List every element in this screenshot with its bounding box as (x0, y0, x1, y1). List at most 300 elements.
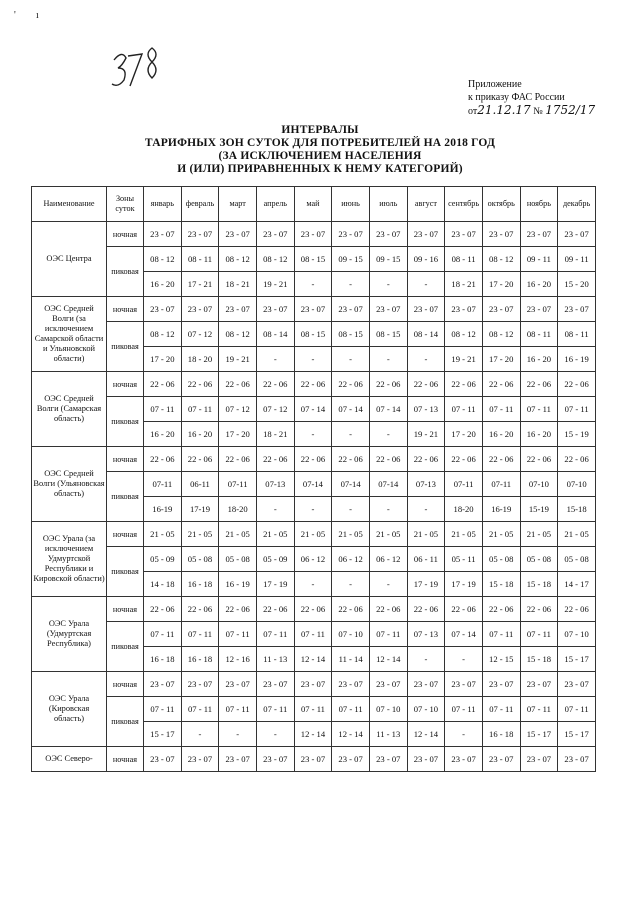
interval-cell: 22 - 06 (144, 447, 182, 472)
interval-cell: - (407, 272, 445, 297)
interval-cell: 22 - 06 (256, 447, 294, 472)
appendix-note (468, 78, 595, 118)
appendix-date-line (468, 104, 595, 118)
interval-cell: 08 - 15 (369, 322, 407, 347)
interval-cell: 22 - 06 (219, 372, 257, 397)
interval-cell: 23 - 07 (332, 747, 370, 772)
interval-cell: 23 - 07 (407, 747, 445, 772)
interval-cell: - (369, 497, 407, 522)
interval-cell: 07 - 11 (482, 397, 520, 422)
interval-cell: 22 - 06 (144, 597, 182, 622)
interval-cell: 22 - 06 (332, 372, 370, 397)
table-row (32, 297, 596, 322)
interval-cell: 23 - 07 (219, 297, 257, 322)
interval-cell: 08 - 12 (144, 247, 182, 272)
interval-cell: 11 - 14 (332, 647, 370, 672)
interval-cell: 22 - 06 (294, 597, 332, 622)
interval-cell: 07 - 11 (445, 397, 483, 422)
interval-cell: 21 - 05 (445, 522, 483, 547)
region-name: ОЭС Средней Волги (Самарская область) (32, 372, 107, 447)
column-header: декабрь (558, 187, 596, 222)
interval-cell: 07 - 11 (219, 697, 257, 722)
interval-cell: 07-10 (558, 472, 596, 497)
interval-cell: 23 - 07 (520, 747, 558, 772)
interval-cell: 23 - 07 (482, 672, 520, 697)
interval-cell: 22 - 06 (219, 597, 257, 622)
interval-cell: 22 - 06 (294, 372, 332, 397)
interval-cell: 08 - 15 (332, 322, 370, 347)
column-header: октябрь (482, 187, 520, 222)
interval-cell: 17 - 19 (256, 572, 294, 597)
appendix-line1: Приложение (468, 79, 522, 90)
interval-cell: 07 - 11 (332, 697, 370, 722)
interval-cell: 08 - 15 (294, 247, 332, 272)
interval-cell: 22 - 06 (219, 447, 257, 472)
zone-name: пиковая (107, 547, 144, 597)
interval-cell: 07 - 11 (369, 622, 407, 647)
interval-cell: 07 - 11 (520, 622, 558, 647)
interval-cell: 05 - 09 (256, 547, 294, 572)
interval-cell: 07 - 11 (558, 397, 596, 422)
interval-cell: 07 - 10 (332, 622, 370, 647)
interval-cell: 22 - 06 (520, 372, 558, 397)
interval-cell: 15 - 17 (558, 722, 596, 747)
table-row (32, 672, 596, 697)
interval-cell: 23 - 07 (256, 747, 294, 772)
table-row (32, 447, 596, 472)
interval-cell: 07-11 (445, 472, 483, 497)
region-name: ОЭС Урала (Удмуртская Республика) (32, 597, 107, 672)
interval-cell: 23 - 07 (332, 297, 370, 322)
interval-cell: 23 - 07 (445, 672, 483, 697)
date-prefix: от (468, 106, 478, 117)
scan-dot: ı (36, 10, 39, 21)
interval-cell: 23 - 07 (181, 672, 219, 697)
table-row (32, 222, 596, 247)
region-name: ОЭС Урала (за исключением Удмуртской Республики и Кировской области) (32, 522, 107, 597)
interval-cell: 15 - 17 (558, 647, 596, 672)
interval-cell: 15 - 18 (520, 572, 558, 597)
interval-cell: 07 - 11 (181, 697, 219, 722)
interval-cell: 07 - 11 (482, 622, 520, 647)
interval-cell: 16-19 (144, 497, 182, 522)
interval-cell: 22 - 06 (558, 372, 596, 397)
interval-cell: 07-13 (256, 472, 294, 497)
interval-cell: 12 - 14 (407, 722, 445, 747)
interval-cell: 06-11 (181, 472, 219, 497)
interval-cell: - (256, 497, 294, 522)
interval-cell: 07 - 13 (407, 622, 445, 647)
interval-cell: 07 - 10 (407, 697, 445, 722)
interval-cell: - (294, 497, 332, 522)
interval-cell: 21 - 05 (144, 522, 182, 547)
interval-cell: 07 - 12 (219, 397, 257, 422)
interval-cell: 21 - 05 (482, 522, 520, 547)
interval-cell: 07-13 (407, 472, 445, 497)
interval-cell: 16 - 20 (144, 272, 182, 297)
interval-cell: 23 - 07 (332, 222, 370, 247)
interval-cell: 21 - 05 (181, 522, 219, 547)
table-row (32, 372, 596, 397)
interval-cell: 09 - 15 (332, 247, 370, 272)
interval-cell: 22 - 06 (482, 447, 520, 472)
interval-cell: 21 - 05 (369, 522, 407, 547)
column-header: ноябрь (520, 187, 558, 222)
interval-cell: 15 - 19 (558, 422, 596, 447)
interval-cell: 05 - 08 (181, 547, 219, 572)
column-header: сентябрь (445, 187, 483, 222)
interval-cell: 23 - 07 (520, 672, 558, 697)
table-row (32, 472, 596, 497)
interval-cell: 06 - 12 (369, 547, 407, 572)
interval-cell: - (445, 722, 483, 747)
interval-cell: 23 - 07 (256, 672, 294, 697)
interval-cell: 17 - 20 (219, 422, 257, 447)
title-line4: И (ИЛИ) ПРИРАВНЕННЫХ К НЕМУ КАТЕГОРИЙ) (177, 163, 463, 175)
interval-cell: 05 - 08 (520, 547, 558, 572)
interval-cell: - (294, 272, 332, 297)
interval-cell: 22 - 06 (407, 372, 445, 397)
interval-cell: 05 - 11 (445, 547, 483, 572)
document-title (0, 124, 640, 176)
interval-cell: 08 - 12 (144, 322, 182, 347)
handwritten-page-number (108, 38, 168, 98)
interval-cell: 07 - 11 (520, 697, 558, 722)
interval-cell: 23 - 07 (219, 747, 257, 772)
interval-cell: - (407, 647, 445, 672)
interval-cell: 18 - 20 (181, 347, 219, 372)
interval-cell: - (256, 347, 294, 372)
interval-cell: - (294, 572, 332, 597)
interval-cell: 12 - 14 (369, 647, 407, 672)
interval-cell: 15 - 18 (482, 572, 520, 597)
interval-cell: 07 - 11 (181, 397, 219, 422)
interval-cell: 11 - 13 (369, 722, 407, 747)
column-header: Наименование (32, 187, 107, 222)
interval-cell: 14 - 18 (144, 572, 182, 597)
interval-cell: 23 - 07 (407, 222, 445, 247)
interval-cell: 23 - 07 (369, 222, 407, 247)
interval-cell: 09 - 15 (369, 247, 407, 272)
interval-cell: 17 - 19 (407, 572, 445, 597)
interval-cell: 23 - 07 (144, 672, 182, 697)
interval-cell: 21 - 05 (294, 522, 332, 547)
column-header: апрель (256, 187, 294, 222)
interval-cell: 23 - 07 (256, 222, 294, 247)
interval-cell: 22 - 06 (482, 372, 520, 397)
interval-cell: 16 - 18 (144, 647, 182, 672)
zone-name: пиковая (107, 622, 144, 672)
region-name: ОЭС Урала (Кировская область) (32, 672, 107, 747)
interval-cell: - (181, 722, 219, 747)
interval-cell: 22 - 06 (369, 447, 407, 472)
interval-cell: 19 - 21 (256, 272, 294, 297)
interval-cell: 08 - 15 (294, 322, 332, 347)
interval-cell: 23 - 07 (332, 672, 370, 697)
interval-cell: 06 - 12 (332, 547, 370, 572)
interval-cell: 22 - 06 (332, 597, 370, 622)
interval-cell: 22 - 06 (181, 372, 219, 397)
interval-cell: 22 - 06 (181, 597, 219, 622)
interval-cell: 05 - 08 (482, 547, 520, 572)
interval-cell: 23 - 07 (219, 672, 257, 697)
interval-cell: 08 - 11 (558, 322, 596, 347)
table-row (32, 397, 596, 422)
interval-cell: 21 - 05 (558, 522, 596, 547)
interval-cell: 23 - 07 (558, 747, 596, 772)
interval-cell: 23 - 07 (144, 297, 182, 322)
handwritten-order-number: 1752/17 (545, 103, 596, 117)
interval-cell: 15-19 (520, 497, 558, 522)
scan-mark: ' (14, 10, 16, 21)
interval-cell: - (369, 347, 407, 372)
title-line1: ИНТЕРВАЛЫ (281, 124, 359, 136)
interval-cell: 07 - 11 (144, 622, 182, 647)
interval-cell: 16 - 20 (181, 422, 219, 447)
interval-cell: 23 - 07 (181, 297, 219, 322)
interval-cell: 22 - 06 (294, 447, 332, 472)
interval-cell: 07-11 (219, 472, 257, 497)
interval-cell: 08 - 11 (520, 322, 558, 347)
interval-cell: 12 - 16 (219, 647, 257, 672)
interval-cell: 07-14 (332, 472, 370, 497)
interval-cell: 15 - 18 (520, 647, 558, 672)
interval-cell: 23 - 07 (369, 747, 407, 772)
interval-cell: 16 - 20 (520, 347, 558, 372)
interval-cell: 07 - 10 (369, 697, 407, 722)
interval-cell: 15 - 17 (520, 722, 558, 747)
interval-cell: 07 - 11 (294, 697, 332, 722)
interval-cell: 23 - 07 (407, 672, 445, 697)
interval-cell: 16-19 (482, 497, 520, 522)
interval-cell: 21 - 05 (332, 522, 370, 547)
interval-cell: 07 - 14 (445, 622, 483, 647)
interval-cell: 16 - 20 (520, 422, 558, 447)
interval-cell: 07 - 12 (181, 322, 219, 347)
column-header: июль (369, 187, 407, 222)
interval-cell: - (332, 572, 370, 597)
zone-name: ночная (107, 222, 144, 247)
zone-name: ночная (107, 447, 144, 472)
interval-cell: 06 - 12 (294, 547, 332, 572)
interval-cell: 21 - 05 (256, 522, 294, 547)
title-line2: ТАРИФНЫХ ЗОН СУТОК ДЛЯ ПОТРЕБИТЕЛЕЙ НА 2018 ГОД (144, 137, 496, 149)
interval-cell: 22 - 06 (407, 597, 445, 622)
interval-cell: 15 - 17 (144, 722, 182, 747)
interval-cell: 07 - 11 (482, 697, 520, 722)
interval-cell: 07 - 11 (256, 697, 294, 722)
interval-cell: 23 - 07 (181, 747, 219, 772)
tariff-intervals-table (31, 186, 596, 772)
interval-cell: 05 - 08 (219, 547, 257, 572)
interval-cell: - (256, 722, 294, 747)
interval-cell: 23 - 07 (219, 222, 257, 247)
table-row (32, 622, 596, 647)
interval-cell: 22 - 06 (181, 447, 219, 472)
interval-cell: 22 - 06 (144, 372, 182, 397)
interval-cell: 12 - 14 (332, 722, 370, 747)
interval-cell: - (332, 347, 370, 372)
interval-cell: 07-11 (144, 472, 182, 497)
interval-cell: 16 - 18 (181, 647, 219, 672)
interval-cell: - (445, 647, 483, 672)
interval-cell: - (294, 347, 332, 372)
interval-cell: 07 - 11 (181, 622, 219, 647)
interval-cell: 12 - 15 (482, 647, 520, 672)
interval-cell: - (332, 272, 370, 297)
interval-cell: 15 - 20 (558, 272, 596, 297)
interval-cell: 07-14 (294, 472, 332, 497)
interval-cell: 08 - 14 (407, 322, 445, 347)
zone-name: пиковая (107, 472, 144, 522)
interval-cell: 17 - 19 (445, 572, 483, 597)
interval-cell: 08 - 12 (219, 247, 257, 272)
zone-name: пиковая (107, 697, 144, 747)
interval-cell: 09 - 16 (407, 247, 445, 272)
interval-cell: 23 - 07 (558, 672, 596, 697)
interval-cell: 23 - 07 (445, 222, 483, 247)
table-row (32, 597, 596, 622)
interval-cell: 23 - 07 (482, 747, 520, 772)
interval-cell: 23 - 07 (520, 222, 558, 247)
zone-name: ночная (107, 372, 144, 397)
zone-name: ночная (107, 672, 144, 697)
interval-cell: - (407, 347, 445, 372)
zone-name: пиковая (107, 322, 144, 372)
interval-cell: - (332, 422, 370, 447)
appendix-line2: к приказу ФАС России (468, 92, 565, 103)
interval-cell: 06 - 11 (407, 547, 445, 572)
interval-cell: 07 - 11 (445, 697, 483, 722)
interval-cell: 23 - 07 (558, 297, 596, 322)
interval-cell: 18-20 (445, 497, 483, 522)
interval-cell: 12 - 14 (294, 647, 332, 672)
interval-cell: 07 - 11 (520, 397, 558, 422)
interval-cell: 23 - 07 (520, 297, 558, 322)
region-name: ОЭС Центра (32, 222, 107, 297)
table-header-row (32, 187, 596, 222)
interval-cell: 17 - 20 (482, 272, 520, 297)
table-row (32, 547, 596, 572)
title-line3: (ЗА ИСКЛЮЧЕНИЕМ НАСЕЛЕНИЯ (218, 150, 422, 162)
interval-cell: 17 - 20 (445, 422, 483, 447)
interval-cell: 17-19 (181, 497, 219, 522)
interval-cell: 07 - 10 (558, 622, 596, 647)
column-header: март (219, 187, 257, 222)
interval-cell: 16 - 20 (144, 422, 182, 447)
interval-cell: 07 - 14 (369, 397, 407, 422)
zone-name: ночная (107, 747, 144, 772)
interval-cell: 16 - 20 (520, 272, 558, 297)
zone-name: пиковая (107, 247, 144, 297)
interval-cell: 08 - 14 (256, 322, 294, 347)
number-prefix: № (533, 106, 543, 117)
interval-cell: 23 - 07 (369, 297, 407, 322)
column-header: февраль (181, 187, 219, 222)
interval-cell: 23 - 07 (294, 672, 332, 697)
interval-cell: 23 - 07 (294, 222, 332, 247)
interval-cell: 22 - 06 (558, 597, 596, 622)
table-row (32, 747, 596, 772)
interval-cell: 07 - 11 (144, 397, 182, 422)
interval-cell: 23 - 07 (256, 297, 294, 322)
interval-cell: 22 - 06 (445, 597, 483, 622)
interval-cell: 23 - 07 (294, 297, 332, 322)
interval-cell: 07-11 (482, 472, 520, 497)
interval-cell: 07-14 (369, 472, 407, 497)
interval-cell: 14 - 17 (558, 572, 596, 597)
interval-cell: 07 - 13 (407, 397, 445, 422)
interval-cell: - (219, 722, 257, 747)
zone-name: ночная (107, 597, 144, 622)
interval-cell: 09 - 11 (520, 247, 558, 272)
interval-cell: 07 - 14 (332, 397, 370, 422)
interval-cell: 08 - 12 (256, 247, 294, 272)
interval-cell: 22 - 06 (558, 447, 596, 472)
interval-cell: 16 - 18 (181, 572, 219, 597)
table-row (32, 697, 596, 722)
column-header: июнь (332, 187, 370, 222)
interval-cell: 09 - 11 (558, 247, 596, 272)
interval-cell: 19 - 21 (219, 347, 257, 372)
region-name: ОЭС Северо- (32, 747, 107, 772)
interval-cell: 07 - 11 (219, 622, 257, 647)
interval-cell: 22 - 06 (520, 447, 558, 472)
interval-cell: 07 - 11 (144, 697, 182, 722)
interval-cell: 16 - 18 (482, 722, 520, 747)
interval-cell: - (369, 572, 407, 597)
interval-cell: 08 - 12 (482, 322, 520, 347)
interval-cell: 08 - 11 (445, 247, 483, 272)
interval-cell: 07-10 (520, 472, 558, 497)
interval-cell: 17 - 20 (144, 347, 182, 372)
interval-cell: 23 - 07 (482, 222, 520, 247)
column-header: май (294, 187, 332, 222)
interval-cell: 16 - 19 (558, 347, 596, 372)
interval-cell: 22 - 06 (369, 372, 407, 397)
interval-cell: 22 - 06 (407, 447, 445, 472)
interval-cell: 23 - 07 (369, 672, 407, 697)
interval-cell: 21 - 05 (520, 522, 558, 547)
interval-cell: 07 - 14 (294, 397, 332, 422)
interval-cell: 23 - 07 (181, 222, 219, 247)
interval-cell: 22 - 06 (332, 447, 370, 472)
zone-name: пиковая (107, 397, 144, 447)
table-row (32, 247, 596, 272)
interval-cell: 08 - 12 (219, 322, 257, 347)
interval-cell: 19 - 21 (445, 347, 483, 372)
interval-cell: 17 - 20 (482, 347, 520, 372)
interval-cell: 23 - 07 (407, 297, 445, 322)
interval-cell: 22 - 06 (369, 597, 407, 622)
interval-cell: 22 - 06 (482, 597, 520, 622)
interval-cell: 07 - 11 (558, 697, 596, 722)
interval-cell: 08 - 12 (445, 322, 483, 347)
interval-cell: 18-20 (219, 497, 257, 522)
interval-cell: 07 - 12 (256, 397, 294, 422)
interval-cell: 23 - 07 (144, 747, 182, 772)
interval-cell: 23 - 07 (294, 747, 332, 772)
region-name: ОЭС Средней Волги (Ульяновская область) (32, 447, 107, 522)
interval-cell: 23 - 07 (482, 297, 520, 322)
column-header: Зоны суток (107, 187, 144, 222)
table-row (32, 322, 596, 347)
interval-cell: - (294, 422, 332, 447)
interval-cell: 07 - 11 (294, 622, 332, 647)
zone-name: ночная (107, 522, 144, 547)
interval-cell: 21 - 05 (407, 522, 445, 547)
interval-cell: - (332, 497, 370, 522)
